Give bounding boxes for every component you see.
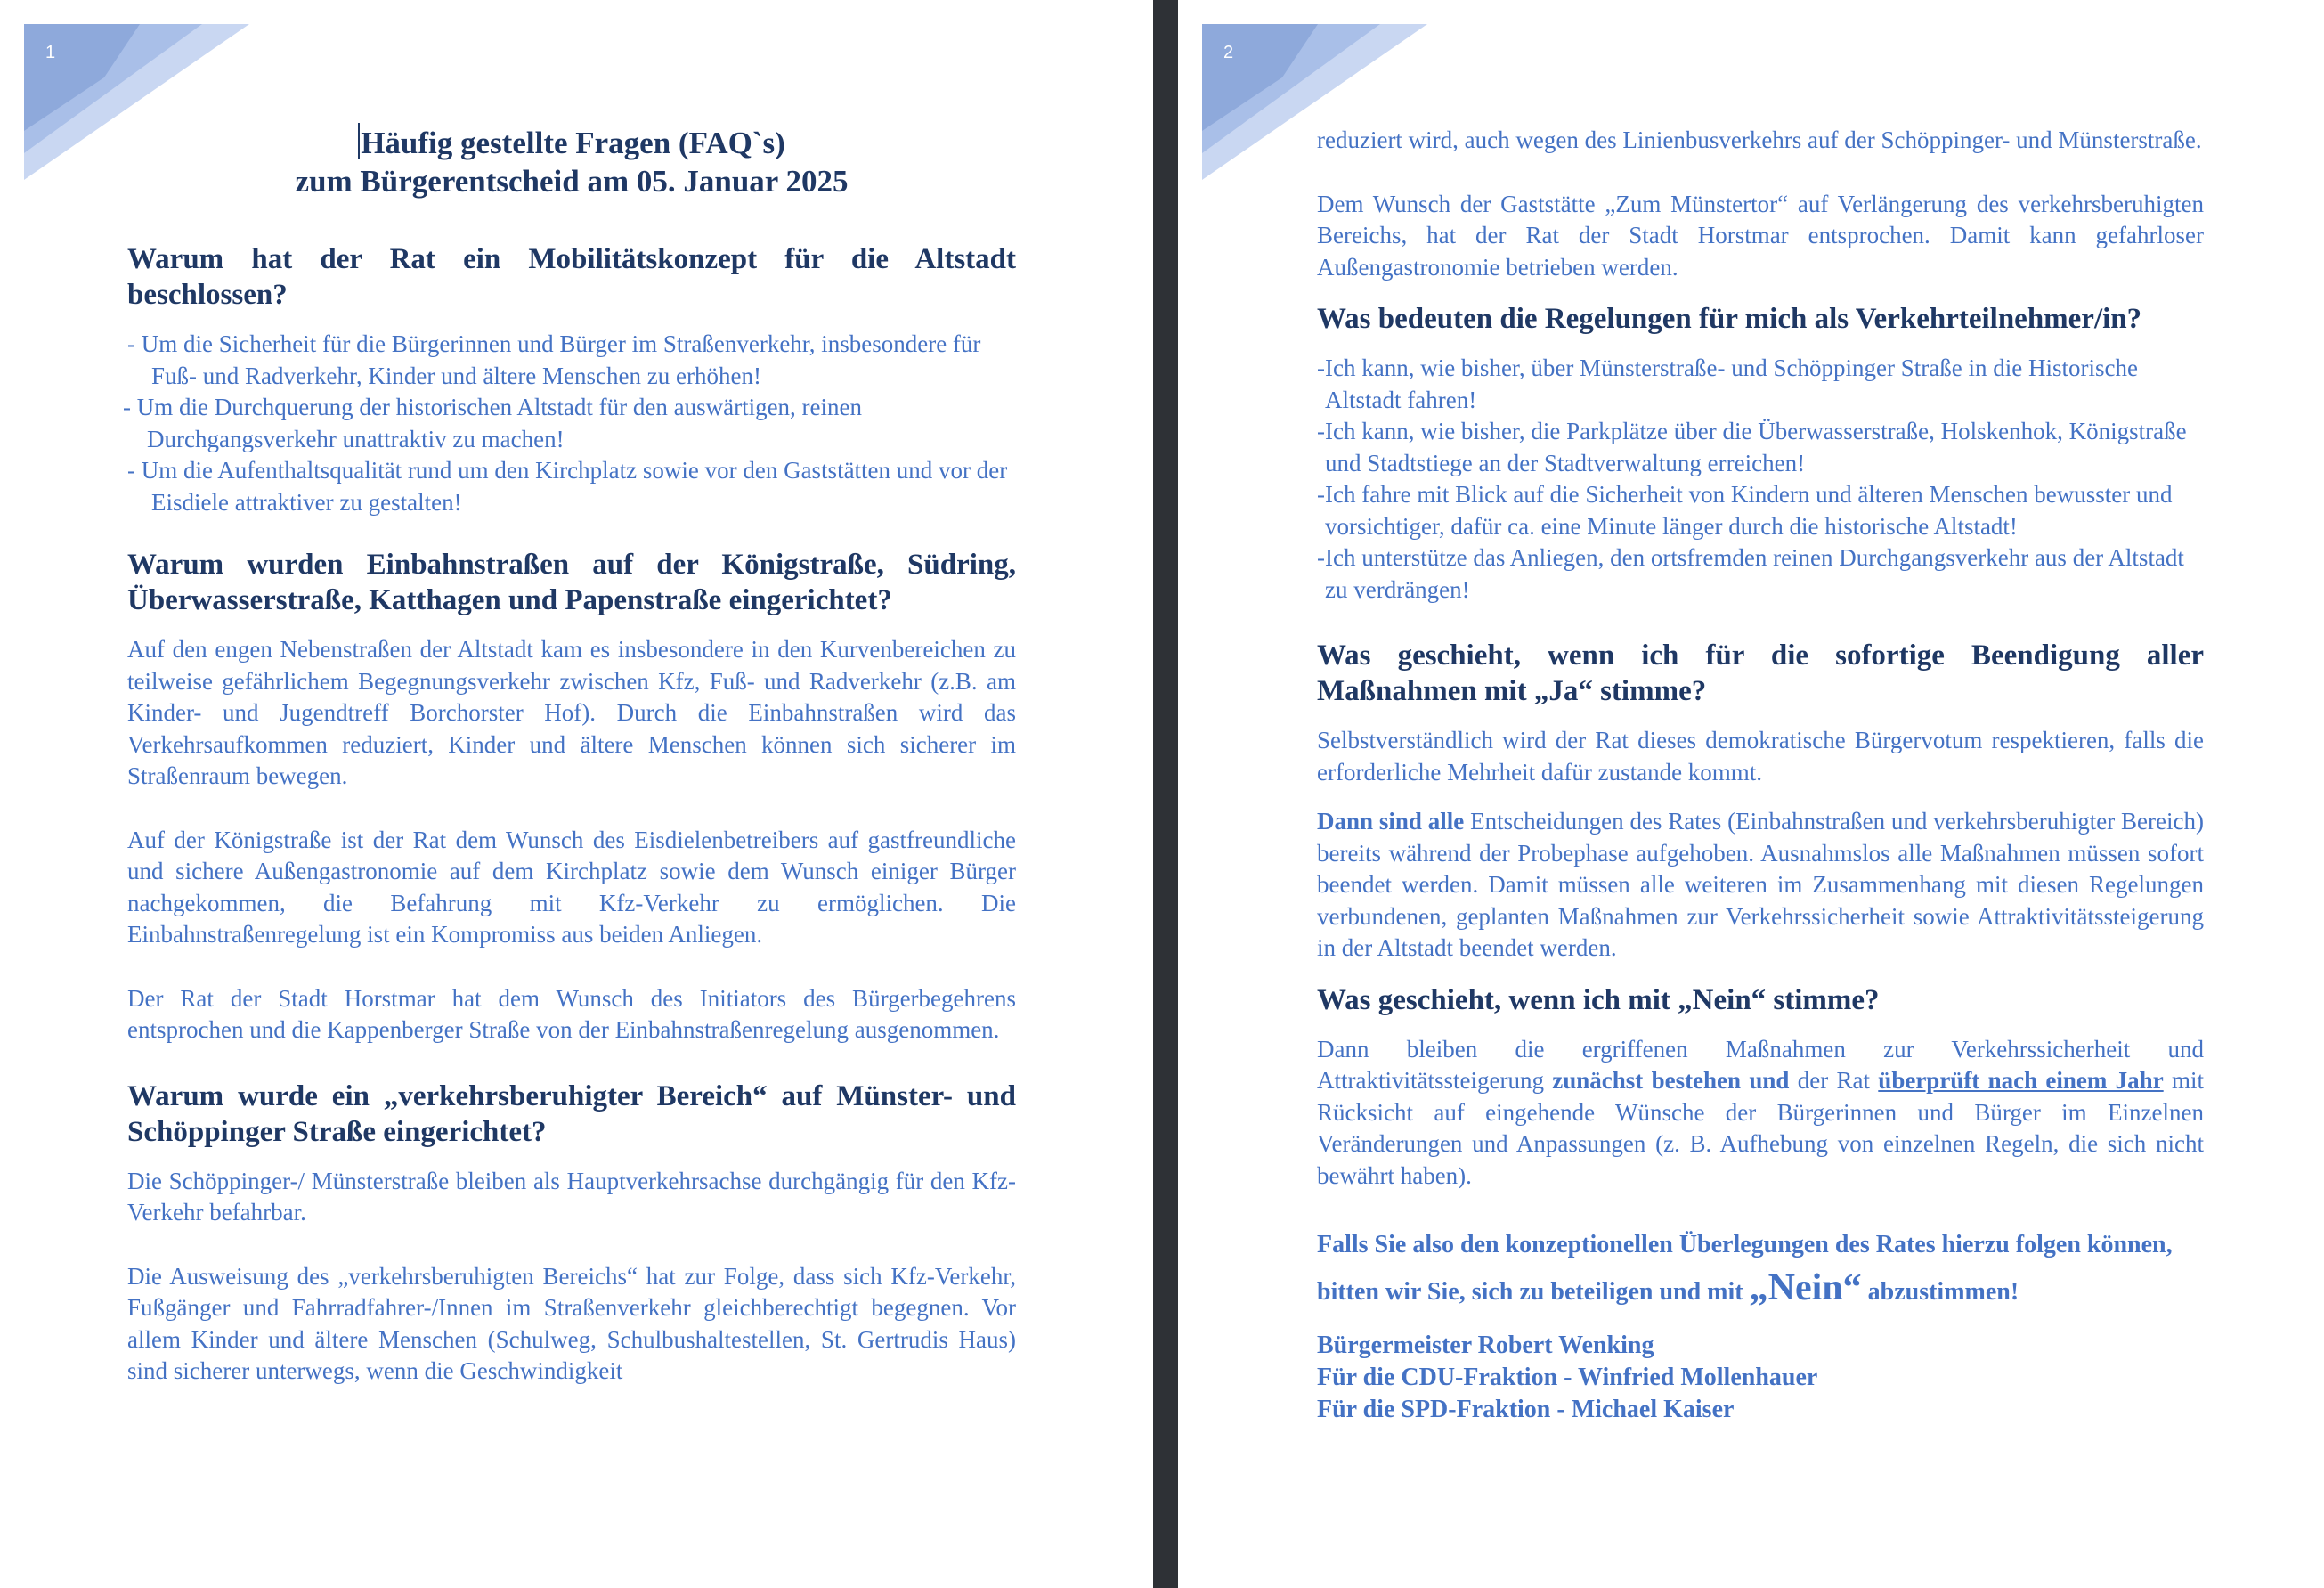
page-separator xyxy=(1153,0,1178,1588)
paragraph: Die Schöppinger-/ Münsterstraße bleiben als Hauptverkehrsachse durchgängig für den Kfz-Verkehr befahrbar. xyxy=(127,1167,1016,1226)
emphasis-text: zunächst bestehen und xyxy=(1552,1067,1790,1094)
signature-line: Für die SPD-Fraktion - Michael Kaiser xyxy=(1317,1396,1735,1423)
paragraph xyxy=(1317,1034,2204,1193)
page-2 xyxy=(1178,0,2324,1588)
closing-text: abzustimmen! xyxy=(1861,1278,2019,1306)
list-item: -Ich kann, wie bisher, über Münsterstraße- und Schöppinger Straße in die Historische Altstadt fahren! xyxy=(1317,354,2138,413)
question-3-heading: Warum wurde ein „verkehrsberuhigter Bereich“ auf Münster- und Schöppinger Straße eingerichtet? xyxy=(127,1079,1016,1148)
question-1-heading: Warum hat der Rat ein Mobilitätskonzept für die Altstadt beschlossen? xyxy=(127,243,1016,311)
page-1-content xyxy=(123,123,1016,1388)
closing-appeal xyxy=(1317,1224,2204,1314)
paragraph xyxy=(1317,806,2204,965)
signature-line: Bürgermeister Robert Wenking xyxy=(1317,1331,1654,1359)
bullet-item: - Um die Sicherheit für die Bürgerinnen und Bürger im Straßenverkehr, insbesondere für Fuß- und Radverkehr, Kinder und ältere Menschen zu erhöhen! xyxy=(127,330,981,389)
page-number: 2 xyxy=(1223,43,1234,62)
paragraph: Dem Wunsch der Gaststätte „Zum Münstertor“ auf Verlängerung des verkehrsberuhigten Bereichs, hat der Rat der Stadt Horstmar entsprochen. Damit kann gefahrloser Außengastronomie betrieben werden. xyxy=(1317,190,2204,281)
question-1-bullet-list xyxy=(123,329,1016,518)
bullet-item: - Um die Durchquerung der historischen Altstadt für den auswärtigen, reinen Durchgangsverkehr unattraktiv zu machen! xyxy=(123,394,863,452)
paragraph-text: Entscheidungen des Rates (Einbahnstraßen und verkehrsberuhigter Bereich) bereits während der Probephase aufgehoben. Ausnahmslos alle Maßnahmen müssen sofort beendet werden. Damit müssen alle weiteren im Zusammenhang mit diesen Regelungen verbundenen, geplanten Maßnahmen zur Verkehrssicherheit sowie Attraktivitätssteigerung in der Altstadt beendet werden. xyxy=(1317,808,2204,961)
paragraph-text: mit Rücksicht auf eingehende Wünsche der Bürgerinnen und Bürger im Einzelnen Veränderungen und Anpassungen (z. B. Aufhebung von einzelnen Regeln, die sich nicht bewährt haben). xyxy=(1317,1067,2204,1189)
page-1 xyxy=(0,0,1153,1588)
paragraph: Der Rat der Stadt Horstmar hat dem Wunsch des Initiators des Bürgerbegehrens entsprochen und die Kappenberger Straße von der Einbahnstraßenregelung ausgenommen. xyxy=(127,984,1016,1043)
emphasis-text: Dann sind alle xyxy=(1317,808,1465,835)
list-item: -Ich fahre mit Blick auf die Sicherheit von Kindern und älteren Menschen bewusster und vorsichtiger, dafür ca. eine Minute länger durch die historische Altstadt! xyxy=(1317,481,2173,540)
paragraph: Die Ausweisung des „verkehrsberuhigten Bereichs“ hat zur Folge, dass sich Kfz-Verkehr, Fußgänger und Fahrradfahrer-/Innen im Straßenverkehr gleichberechtigt begegnen. Vor allem Kinder und ältere Menschen (Schulweg, Schulbushaltestellen, St. Gertrudis Haus) sind sicherer unterwegs, wenn die Geschwindigkeit xyxy=(127,1262,1016,1384)
title-line-2: zum Bürgerentscheid am 05. Januar 2025 xyxy=(295,164,849,199)
paragraph: Selbstverständlich wird der Rat dieses demokratische Bürgervotum respektieren, falls die erforderliche Mehrheit dafür zustande kommt. xyxy=(1317,727,2204,786)
question-4-list xyxy=(1317,353,2204,606)
paragraph-text: der Rat xyxy=(1789,1067,1879,1094)
paragraph-text: Dann bleiben die ergriffenen Maßnahmen zur Verkehrssicherheit und Attraktivitätssteigerung xyxy=(1317,1035,2204,1094)
closing-text: Falls Sie also den konzeptionellen Überlegungen des Rates hierzu folgen können, bitten wir Sie, sich zu beteiligen und mit xyxy=(1317,1231,2173,1306)
nein-emphasis: „Nein“ xyxy=(1749,1267,1862,1308)
list-item: -Ich unterstütze das Anliegen, den ortsfremden reinen Durchgangsverkehr aus der Altstadt zu verdrängen! xyxy=(1317,544,2184,603)
page-2-content xyxy=(1317,125,2204,1426)
paragraph: Auf den engen Nebenstraßen der Altstadt kam es insbesondere in den Kurvenbereichen zu teilweise gefährlichem Begegnungsverkehr zwischen Kfz, Fuß- und Radverkehr (z.B. am Kinder- und Jugendtreff Borchorster Hof). Durch die Einbahnstraßen wird das Verkehrsaufkommen reduziert, Kinder und ältere Menschen können sich sicherer im Straßenraum bewegen. xyxy=(127,636,1016,789)
text-cursor xyxy=(358,123,360,159)
question-4-heading: Was bedeuten die Regelungen für mich als Verkehrteilnehmer/in? xyxy=(1317,303,2142,335)
list-item: -Ich kann, wie bisher, die Parkplätze über die Überwasserstraße, Holskenhok, Königstraße und Stadtstiege an der Stadtverwaltung erreichen! xyxy=(1317,418,2187,476)
title-line-1: Häufig gestellte Fragen (FAQ`s) xyxy=(361,126,785,160)
page-number: 1 xyxy=(45,43,56,62)
bullet-item: - Um die Aufenthaltsqualität rund um den Kirchplatz sowie vor den Gaststätten und vor der Eisdiele attraktiver zu gestalten! xyxy=(127,457,1008,516)
question-6-heading: Was geschieht, wenn ich mit „Nein“ stimme? xyxy=(1317,983,1880,1016)
signature-line: Für die CDU-Fraktion - Winfried Mollenhauer xyxy=(1317,1364,1818,1391)
question-2-heading: Warum wurden Einbahnstraßen auf der Königstraße, Südring, Überwasserstraße, Katthagen und Papenstraße eingerichtet? xyxy=(127,549,1016,616)
paragraph: reduziert wird, auch wegen des Linienbusverkehrs auf der Schöppinger- und Münsterstraße. xyxy=(1317,126,2202,153)
question-5-heading: Was geschieht, wenn ich für die sofortige Beendigung aller Maßnahmen mit „Ja“ stimme? xyxy=(1317,639,2204,707)
document-title xyxy=(127,123,1016,200)
underlined-emphasis-text: überprüft nach einem Jahr xyxy=(1878,1067,2164,1094)
paragraph: Auf der Königstraße ist der Rat dem Wunsch des Eisdielenbetreibers auf gastfreundliche und sichere Außengastronomie auf dem Kirchplatz sowie dem Wunsch einiger Bürger nachgekommen, die Befahrung mit Kfz-Verkehr zu ermöglichen. Die Einbahnstraßenregelung ist ein Kompromiss aus beiden Anliegen. xyxy=(127,826,1016,948)
